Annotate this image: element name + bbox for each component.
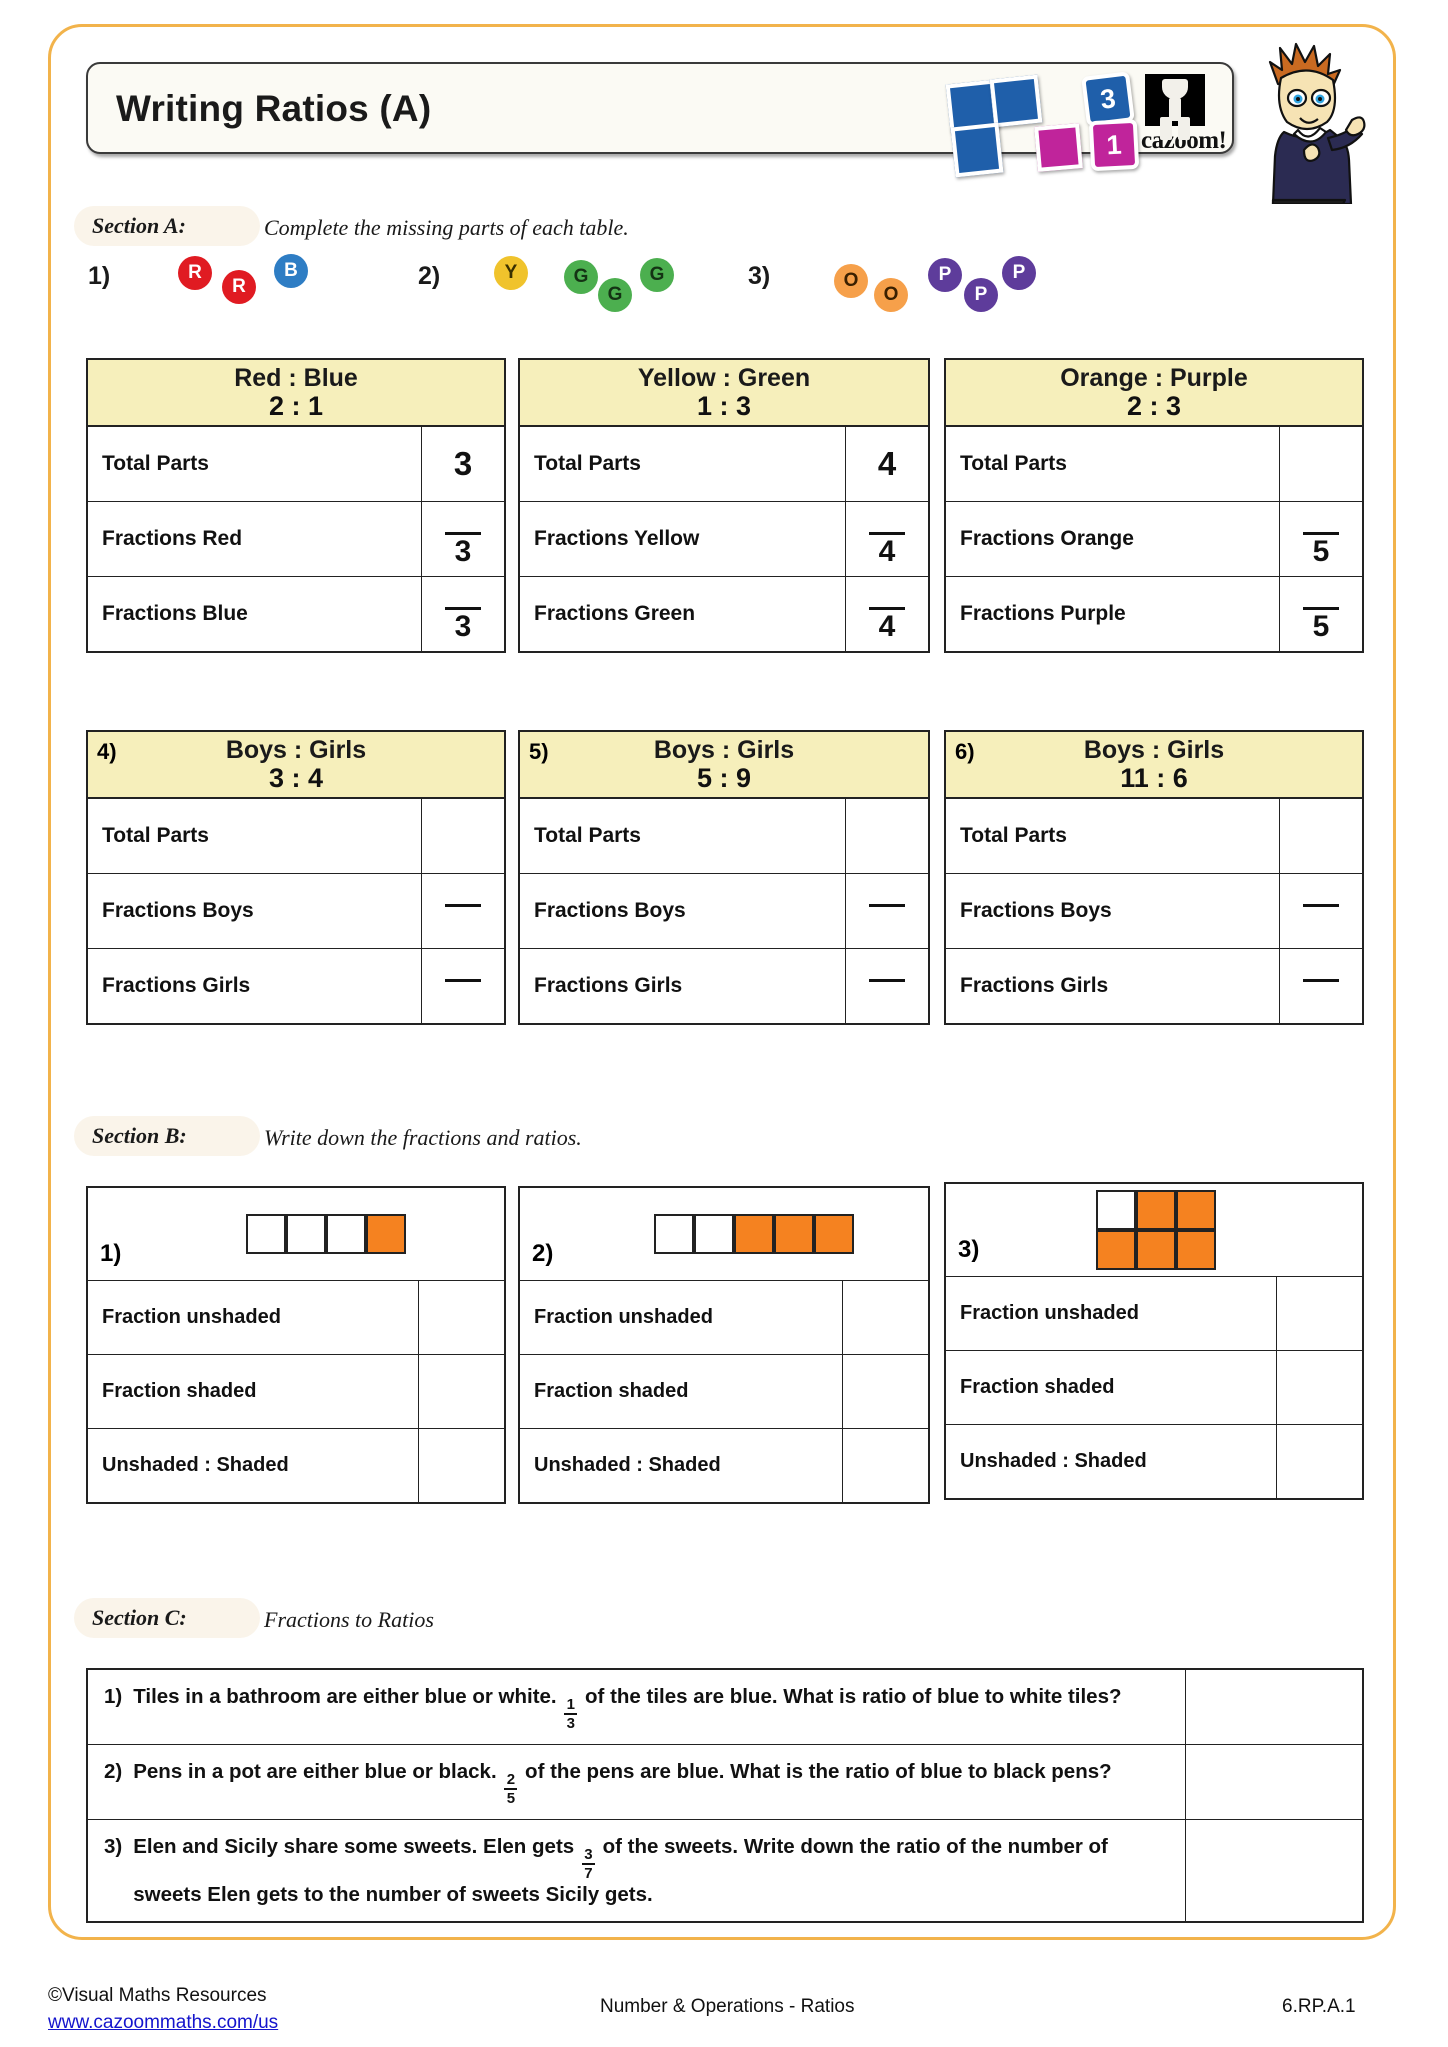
shaded-table-row bbox=[946, 1351, 1362, 1425]
grid-cell bbox=[246, 1214, 286, 1254]
ratio-row-answer-cell[interactable] bbox=[1280, 427, 1362, 501]
word-problems-table bbox=[86, 1668, 1364, 1923]
footer-center: Number & Operations - Ratios bbox=[600, 1996, 855, 2017]
inline-fraction-numerator: 1 bbox=[566, 1696, 575, 1713]
ratio-table-header bbox=[520, 732, 928, 799]
shaded-row-label: Fraction shaded bbox=[946, 1351, 1277, 1424]
shaded-grid-panel bbox=[946, 1184, 1362, 1277]
ratio-row-label: Fractions Boys bbox=[946, 874, 1280, 948]
counter-ball-p: P bbox=[964, 278, 998, 312]
ratio-table-names: Yellow : Green bbox=[637, 363, 811, 392]
shaded-table-row bbox=[520, 1429, 928, 1502]
grid-cell bbox=[1096, 1190, 1136, 1230]
section-c-tag bbox=[74, 1598, 260, 1638]
ratio-table-names: Boys : Girls bbox=[653, 735, 795, 764]
logo-square-blue-2 bbox=[990, 75, 1043, 128]
inline-fraction-numerator: 3 bbox=[584, 1846, 593, 1863]
footer-copyright: ©Visual Maths Resources bbox=[48, 1985, 267, 2006]
counter-ball-g: G bbox=[640, 258, 674, 292]
fraction bbox=[1303, 885, 1339, 937]
ratio-row-answer-cell[interactable] bbox=[1280, 949, 1362, 1023]
ratio-row-answer-cell[interactable] bbox=[846, 577, 928, 651]
logo-tile-one: 1 bbox=[1089, 119, 1140, 171]
footer-url[interactable]: www.cazoommaths.com/us bbox=[48, 2012, 279, 2033]
ratio-row-answer-cell[interactable] bbox=[1280, 799, 1362, 873]
word-problem-body: Tiles in a bathroom are either blue or white. $\frac{1}{3}$ of the tiles are blue. What is ratio of blue to white tiles? bbox=[133, 1685, 1122, 1732]
shaded-row-answer-cell[interactable] bbox=[419, 1355, 504, 1428]
ratio-row-label: Total Parts bbox=[88, 799, 422, 873]
fraction-denominator: 5 bbox=[1312, 535, 1330, 568]
ratio-table-row bbox=[88, 427, 504, 502]
fraction-bar bbox=[445, 979, 481, 982]
cazoom-wordmark bbox=[1141, 74, 1227, 155]
section-b-label: Section B: bbox=[92, 1123, 187, 1148]
page-title: Writing Ratios (A) bbox=[116, 88, 432, 129]
counter-ball-b: B bbox=[274, 254, 308, 288]
ratio-row-answer-cell[interactable]: 3 bbox=[453, 445, 473, 482]
word-problem-number: 2) bbox=[104, 1760, 123, 1783]
ratio-table-row bbox=[88, 949, 504, 1023]
shaded-table-row bbox=[88, 1429, 504, 1502]
word-problem-number: 1) bbox=[104, 1685, 123, 1708]
grid-cell bbox=[1136, 1190, 1176, 1230]
ratio-table-row bbox=[946, 427, 1362, 502]
grid-cell bbox=[366, 1214, 406, 1254]
ratio-table-row bbox=[520, 874, 928, 949]
inline-fraction bbox=[582, 1847, 595, 1881]
ratio-row-label: Fractions Red bbox=[88, 502, 422, 576]
section-a-question-number: 1) bbox=[88, 262, 111, 290]
ratio-table-header bbox=[946, 360, 1362, 427]
footer-left bbox=[48, 1982, 278, 2036]
ratio-row-answer-cell[interactable] bbox=[846, 502, 928, 576]
ratio-table-row bbox=[520, 949, 928, 1023]
ratio-table-row bbox=[520, 799, 928, 874]
shaded-table-row bbox=[946, 1277, 1362, 1351]
shaded-row-label: Fraction unshaded bbox=[946, 1277, 1277, 1350]
fraction bbox=[869, 885, 905, 937]
ratio-table-header bbox=[88, 732, 504, 799]
shaded-row-answer-cell[interactable] bbox=[419, 1429, 504, 1502]
fraction-denominator: 4 bbox=[878, 610, 896, 643]
ratio-row-answer-cell[interactable] bbox=[846, 799, 928, 873]
section-c-desc: Fractions to Ratios bbox=[264, 1607, 434, 1632]
counter-ball-g: G bbox=[598, 278, 632, 312]
section-a-question-number: 3) bbox=[748, 262, 771, 290]
counter-ball-g: G bbox=[564, 260, 598, 294]
fraction-bar bbox=[1303, 904, 1339, 907]
ratio-table-row bbox=[946, 502, 1362, 577]
fraction bbox=[1303, 513, 1339, 568]
shaded-grid-table bbox=[518, 1186, 930, 1504]
ratio-table bbox=[944, 730, 1364, 1025]
ratio-table-row bbox=[88, 502, 504, 577]
ratio-table-ratio: 11 : 6 bbox=[1120, 762, 1188, 793]
shaded-grid-index: 3) bbox=[958, 1236, 980, 1263]
shaded-table-row bbox=[946, 1425, 1362, 1498]
ratio-table bbox=[518, 358, 930, 653]
shaded-row-answer-cell[interactable] bbox=[843, 1281, 928, 1354]
ratio-row-label: Total Parts bbox=[520, 427, 846, 501]
shaded-grid bbox=[654, 1214, 854, 1254]
ratio-row-answer-cell[interactable]: 4 bbox=[877, 445, 897, 482]
shaded-table-row bbox=[88, 1355, 504, 1429]
fraction-bar bbox=[445, 904, 481, 907]
section-a-tag bbox=[74, 206, 260, 246]
ratio-table-header bbox=[946, 732, 1362, 799]
ratio-table-index: 6) bbox=[955, 739, 975, 764]
fraction-bar bbox=[1303, 979, 1339, 982]
shaded-grid-table bbox=[944, 1182, 1364, 1500]
section-a-desc: Complete the missing parts of each table. bbox=[264, 215, 629, 240]
ratio-table-header bbox=[520, 360, 928, 427]
cazoom-cup-icon bbox=[1145, 74, 1205, 126]
word-problem-body: Elen and Sicily share some sweets. Elen gets $\frac{3}{7}$ of the sweets. Write down the ratio of the number of sweets Elen gets to the number of sweets Sicily gets. bbox=[133, 1835, 1108, 1906]
cazoom-logo bbox=[938, 68, 1227, 161]
ratio-table-ratio: 2 : 1 bbox=[268, 390, 324, 421]
ratio-table-ratio: 5 : 9 bbox=[696, 762, 752, 793]
word-problem-text bbox=[88, 1820, 1186, 1921]
inline-fraction-denominator: 3 bbox=[566, 1715, 575, 1732]
counter-ball-o: O bbox=[834, 264, 868, 298]
ratio-row-answer-cell[interactable] bbox=[1280, 874, 1362, 948]
shaded-row-label: Unshaded : Shaded bbox=[946, 1425, 1277, 1498]
ratio-row-answer-cell[interactable] bbox=[422, 502, 504, 576]
mascot-boy-illustration bbox=[1248, 34, 1368, 204]
ratio-row-label: Fractions Blue bbox=[88, 577, 422, 651]
ratio-row-label: Total Parts bbox=[88, 427, 422, 501]
fraction bbox=[869, 513, 905, 568]
ratio-row-answer-cell[interactable] bbox=[422, 874, 504, 948]
word-problem-text bbox=[88, 1745, 1186, 1819]
ratio-row-label: Fractions Boys bbox=[520, 874, 846, 948]
shaded-row-label: Unshaded : Shaded bbox=[88, 1429, 419, 1502]
ratio-table-names: Boys : Girls bbox=[1083, 735, 1225, 764]
ratio-row-label: Fractions Boys bbox=[88, 874, 422, 948]
ratio-table bbox=[86, 358, 506, 653]
counter-ball-y: Y bbox=[494, 256, 528, 290]
grid-cell bbox=[326, 1214, 366, 1254]
shaded-row-answer-cell[interactable] bbox=[1277, 1425, 1362, 1498]
fraction bbox=[445, 588, 481, 643]
ratio-table-names: Orange : Purple bbox=[1060, 363, 1248, 392]
ratio-row-label: Fractions Girls bbox=[88, 949, 422, 1023]
inline-fraction bbox=[564, 1697, 577, 1731]
ratio-row-label: Fractions Girls bbox=[520, 949, 846, 1023]
logo-tile-three: 3 bbox=[1081, 71, 1135, 126]
shaded-table-row bbox=[88, 1281, 504, 1355]
ratio-table-row bbox=[946, 949, 1362, 1023]
ratio-row-label: Fractions Yellow bbox=[520, 502, 846, 576]
section-c-label: Section C: bbox=[92, 1605, 187, 1630]
ratio-row-answer-cell[interactable] bbox=[422, 577, 504, 651]
word-problem-answer-cell[interactable] bbox=[1186, 1820, 1362, 1921]
word-problem-row bbox=[88, 1820, 1362, 1921]
word-problem-answer-cell[interactable] bbox=[1186, 1745, 1362, 1819]
counter-ball-r: R bbox=[178, 256, 212, 290]
grid-cell bbox=[774, 1214, 814, 1254]
word-problem-row bbox=[88, 1670, 1362, 1745]
fraction bbox=[445, 960, 481, 1012]
fraction-denominator: 5 bbox=[1312, 610, 1330, 643]
ratio-row-answer-cell[interactable] bbox=[422, 799, 504, 873]
inline-fraction-denominator: 7 bbox=[584, 1865, 593, 1882]
section-a-question-number: 2) bbox=[418, 262, 441, 290]
grid-cell bbox=[694, 1214, 734, 1254]
fraction bbox=[445, 885, 481, 937]
fraction-bar bbox=[869, 979, 905, 982]
ratio-row-label: Total Parts bbox=[946, 427, 1280, 501]
fraction-denominator: 3 bbox=[454, 610, 472, 643]
fraction-bar bbox=[869, 904, 905, 907]
shaded-row-label: Fraction unshaded bbox=[520, 1281, 843, 1354]
fraction bbox=[1303, 960, 1339, 1012]
ratio-table-row bbox=[520, 577, 928, 651]
counter-ball-p: P bbox=[928, 258, 962, 292]
shaded-row-label: Unshaded : Shaded bbox=[520, 1429, 843, 1502]
fraction bbox=[869, 588, 905, 643]
shaded-row-label: Fraction shaded bbox=[520, 1355, 843, 1428]
shaded-row-label: Fraction shaded bbox=[88, 1355, 419, 1428]
word-problem-body: Pens in a pot are either blue or black. $\frac{2}{5}$ of the pens are blue. What is the ratio of blue to black pens? bbox=[133, 1760, 1112, 1807]
ratio-table-row bbox=[88, 874, 504, 949]
shaded-table-row bbox=[520, 1355, 928, 1429]
grid-cell bbox=[286, 1214, 326, 1254]
ratio-table-row bbox=[946, 577, 1362, 651]
ratio-table-index: 5) bbox=[529, 739, 549, 764]
grid-cell bbox=[814, 1214, 854, 1254]
ratio-row-answer-cell[interactable] bbox=[846, 874, 928, 948]
footer-code: 6.RP.A.1 bbox=[1282, 1996, 1356, 2017]
shaded-row-answer-cell[interactable] bbox=[1277, 1351, 1362, 1424]
section-a-label: Section A: bbox=[92, 213, 186, 238]
word-problem-number: 3) bbox=[104, 1835, 123, 1858]
ratio-table-row bbox=[520, 427, 928, 502]
section-b-tag bbox=[74, 1116, 260, 1156]
ratio-row-label: Fractions Green bbox=[520, 577, 846, 651]
word-problem-answer-cell[interactable] bbox=[1186, 1670, 1362, 1744]
ratio-table-index: 4) bbox=[97, 739, 117, 764]
shaded-grid-table bbox=[86, 1186, 506, 1504]
ratio-table bbox=[518, 730, 930, 1025]
word-problem-text bbox=[88, 1670, 1186, 1744]
shaded-grid-index: 1) bbox=[100, 1240, 122, 1267]
inline-fraction-numerator: 2 bbox=[506, 1771, 516, 1788]
fraction-denominator: 4 bbox=[878, 535, 896, 568]
fraction bbox=[869, 960, 905, 1012]
grid-cell bbox=[654, 1214, 694, 1254]
logo-square-magenta bbox=[1034, 123, 1083, 172]
grid-cell bbox=[1136, 1230, 1176, 1270]
ratio-row-label: Total Parts bbox=[520, 799, 846, 873]
shaded-row-answer-cell[interactable] bbox=[843, 1355, 928, 1428]
shaded-grid bbox=[1096, 1190, 1216, 1270]
shaded-row-answer-cell[interactable] bbox=[419, 1281, 504, 1354]
logo-square-blue-3 bbox=[951, 123, 1004, 178]
ratio-row-answer-cell[interactable] bbox=[1280, 502, 1362, 576]
ratio-table-row bbox=[88, 577, 504, 651]
ratio-row-label: Fractions Orange bbox=[946, 502, 1280, 576]
grid-cell bbox=[1096, 1230, 1136, 1270]
ratio-table-row bbox=[946, 799, 1362, 874]
ratio-row-label: Total Parts bbox=[946, 799, 1280, 873]
shaded-grid-panel bbox=[520, 1188, 928, 1281]
counter-ball-r: R bbox=[222, 270, 256, 304]
ratio-table-header bbox=[88, 360, 504, 427]
shaded-row-answer-cell[interactable] bbox=[843, 1429, 928, 1502]
shaded-grid-panel bbox=[88, 1188, 504, 1281]
cazoom-word: cazoom! bbox=[1141, 127, 1227, 154]
grid-cell bbox=[734, 1214, 774, 1254]
ratio-row-label: Fractions Girls bbox=[946, 949, 1280, 1023]
ratio-table-ratio: 1 : 3 bbox=[696, 390, 752, 421]
ratio-table-row bbox=[946, 874, 1362, 949]
inline-fraction bbox=[504, 1772, 517, 1806]
ratio-table-names: Red : Blue bbox=[234, 363, 358, 392]
ratio-row-answer-cell[interactable] bbox=[1280, 577, 1362, 651]
ratio-table-names: Boys : Girls bbox=[225, 735, 367, 764]
shaded-row-label: Fraction unshaded bbox=[88, 1281, 419, 1354]
ratio-row-label: Fractions Purple bbox=[946, 577, 1280, 651]
ratio-table-row bbox=[88, 799, 504, 874]
ratio-row-answer-cell[interactable] bbox=[422, 949, 504, 1023]
word-problem-row bbox=[88, 1745, 1362, 1820]
ratio-table-ratio: 3 : 4 bbox=[268, 762, 324, 793]
grid-cell bbox=[1176, 1190, 1216, 1230]
shaded-grid bbox=[246, 1214, 406, 1254]
inline-fraction-denominator: 5 bbox=[506, 1790, 516, 1807]
ratio-table bbox=[944, 358, 1364, 653]
shaded-row-answer-cell[interactable] bbox=[1277, 1277, 1362, 1350]
title-bar bbox=[86, 62, 1234, 161]
ratio-row-answer-cell[interactable] bbox=[846, 949, 928, 1023]
ratio-table bbox=[86, 730, 506, 1025]
fraction bbox=[1303, 588, 1339, 643]
fraction-denominator: 3 bbox=[454, 535, 472, 568]
shaded-grid-index: 2) bbox=[532, 1240, 554, 1267]
ratio-table-row bbox=[520, 502, 928, 577]
grid-cell bbox=[1176, 1230, 1216, 1270]
ratio-table-ratio: 2 : 3 bbox=[1126, 390, 1182, 421]
counter-ball-p: P bbox=[1002, 256, 1036, 290]
fraction bbox=[445, 513, 481, 568]
shaded-table-row bbox=[520, 1281, 928, 1355]
section-b-desc: Write down the fractions and ratios. bbox=[264, 1125, 582, 1150]
counter-ball-o: O bbox=[874, 278, 908, 312]
